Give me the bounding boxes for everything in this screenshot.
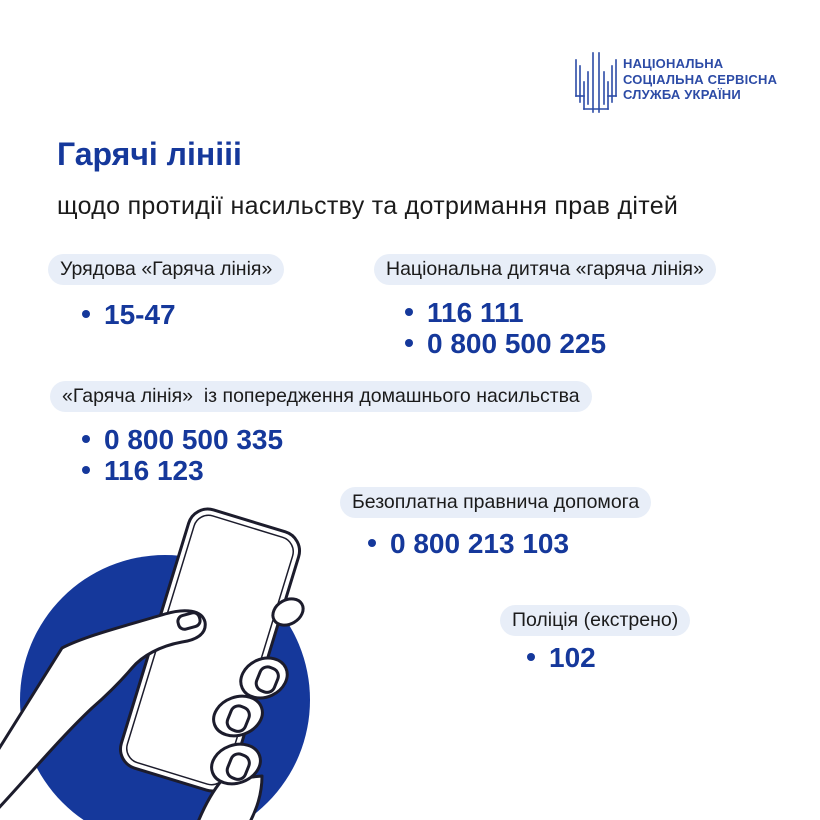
organization-name	[623, 56, 777, 103]
phone-number: 0 800 500 225	[405, 328, 606, 359]
phone-number: 102	[527, 642, 596, 673]
phone-number: 116 123	[82, 455, 283, 486]
phone-number: 0 800 500 335	[82, 424, 283, 455]
phone-number: 0 800 213 103	[368, 528, 569, 559]
hotline-numbers-domestic-violence	[82, 424, 283, 486]
logo-line-3: СЛУЖБА УКРАЇНИ	[623, 87, 741, 102]
hotline-numbers-legal-aid	[368, 528, 569, 559]
hotline-numbers-government	[82, 299, 176, 330]
trident-emblem-icon	[573, 52, 619, 114]
page-title: Гарячі лінііі	[57, 136, 242, 172]
hotline-label-legal-aid: Безоплатна правнича допомога	[340, 487, 651, 518]
logo-line-2: СОЦІАЛЬНА СЕРВІСНА	[623, 71, 778, 87]
page-subtitle: щодо протидії насильству та дотримання прав дітей	[57, 192, 679, 220]
logo-line-1: НАЦІОНАЛЬНА	[623, 56, 724, 71]
hotline-label-government: Урядова «Гаряча лінія»	[48, 254, 284, 285]
hotline-label-domestic-violence: «Гаряча лінія» із попередження домашнього насильства	[50, 381, 592, 412]
hotline-numbers-police	[527, 642, 596, 673]
hotline-numbers-children	[405, 297, 606, 359]
hotline-label-police: Поліція (екстрено)	[500, 605, 690, 636]
phone-number: 116 111	[405, 297, 606, 328]
hotline-label-children: Національна дитяча «гаряча лінія»	[374, 254, 716, 285]
phone-number: 15-47	[82, 299, 176, 330]
